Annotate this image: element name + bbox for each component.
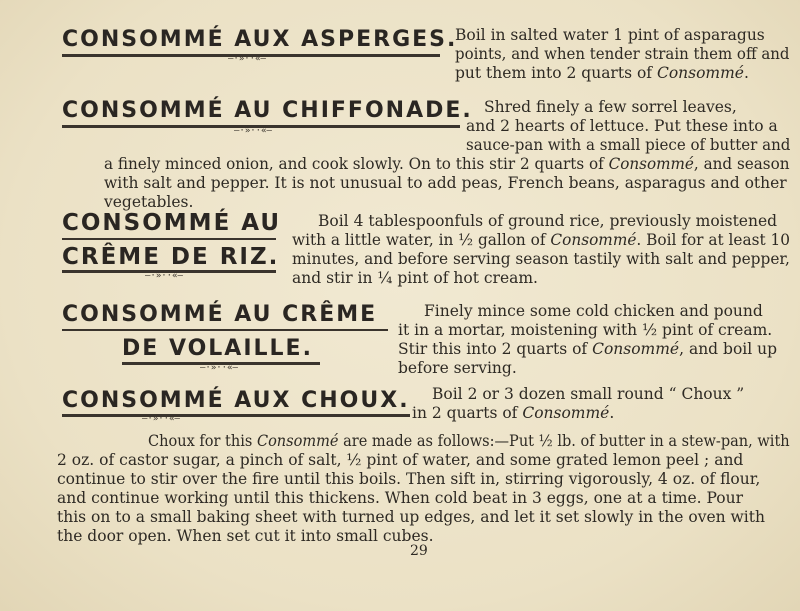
heading-chiffonade: CONSOMMÉ AU CHIFFONADE. [62, 98, 473, 123]
text-line: continue to stir over the fire until this boils. Then sift in, stirring vigorously, 4 oz. of flour, [57, 470, 761, 488]
text-line: points, and when tender strain them off and [455, 45, 790, 63]
text-line: and continue working until this thickens. When cold beat in 3 eggs, one at a time. Pour [57, 489, 744, 507]
page-number: 29 [410, 543, 428, 559]
text-line: put them into 2 quarts of Consommé. [455, 64, 749, 82]
text-line: Boil 4 tablespoonfuls of ground rice, previously moistened [318, 212, 778, 230]
text-line: Choux for this Consommé are made as follows:—Put ½ lb. of butter in a stew-pan, with [148, 432, 790, 450]
heading-creme-de-riz-line2: CRÊME DE RIZ. [62, 244, 280, 270]
heading-choux: CONSOMMÉ AUX CHOUX. [62, 388, 410, 413]
heading-creme-de-volaille-line1: CONSOMMÉ AU CRÊME [62, 302, 378, 327]
text-line: Finely mince some cold chicken and pound [424, 302, 763, 320]
heading-asperges: CONSOMMÉ AUX ASPERGES. [62, 27, 458, 52]
text-line: sauce-pan with a small piece of butter and [466, 136, 791, 154]
text-line: in 2 quarts of Consommé. [412, 404, 615, 422]
ornament: —·»··«— [200, 363, 238, 373]
text-line: with a little water, in ½ gallon of Consommé. Boil for at least 10 [292, 231, 790, 249]
heading-creme-de-riz-line1: CONSOMMÉ AU [62, 210, 282, 236]
text-line: with salt and pepper. It is not unusual to add peas, French beans, asparagus and other [104, 174, 787, 192]
text-line: Boil in salted water 1 pint of asparagus [455, 26, 765, 44]
heading-rule [62, 329, 388, 331]
text-line: a finely minced onion, and cook slowly. On to this stir 2 quarts of Consommé, and season [104, 155, 790, 173]
text-line: minutes, and before serving season tastily with salt and pepper, [292, 250, 790, 268]
text-line: Shred finely a few sorrel leaves, [484, 98, 737, 116]
text-line: vegetables. [104, 193, 194, 211]
text-line: Stir this into 2 quarts of Consommé, and boil up [398, 340, 778, 358]
ornament: —·»··«— [234, 126, 272, 136]
heading-creme-de-volaille-line2: DE VOLAILLE. [122, 336, 313, 361]
ornament: —·»··«— [228, 54, 266, 64]
text-line: 2 oz. of castor sugar, a pinch of salt, ½ pint of water, and some grated lemon peel ; and [57, 451, 744, 469]
heading-rule [62, 238, 276, 240]
text-line: Boil 2 or 3 dozen small round “ Choux ” [432, 385, 745, 403]
text-line: the door open. When set cut it into small cubes. [57, 527, 434, 545]
ornament: —·»··«— [145, 271, 183, 281]
ornament: —·»··«— [142, 414, 180, 424]
text-line: before serving. [398, 359, 517, 377]
text-line: it in a mortar, moistening with ½ pint of cream. [398, 321, 773, 339]
heading-rule [62, 414, 410, 417]
text-line: and stir in ¼ pint of hot cream. [292, 269, 538, 287]
text-line: this on to a small baking sheet with turned up edges, and let it set slowly in the oven with [57, 508, 765, 526]
text-line: and 2 hearts of lettuce. Put these into a [466, 117, 778, 135]
